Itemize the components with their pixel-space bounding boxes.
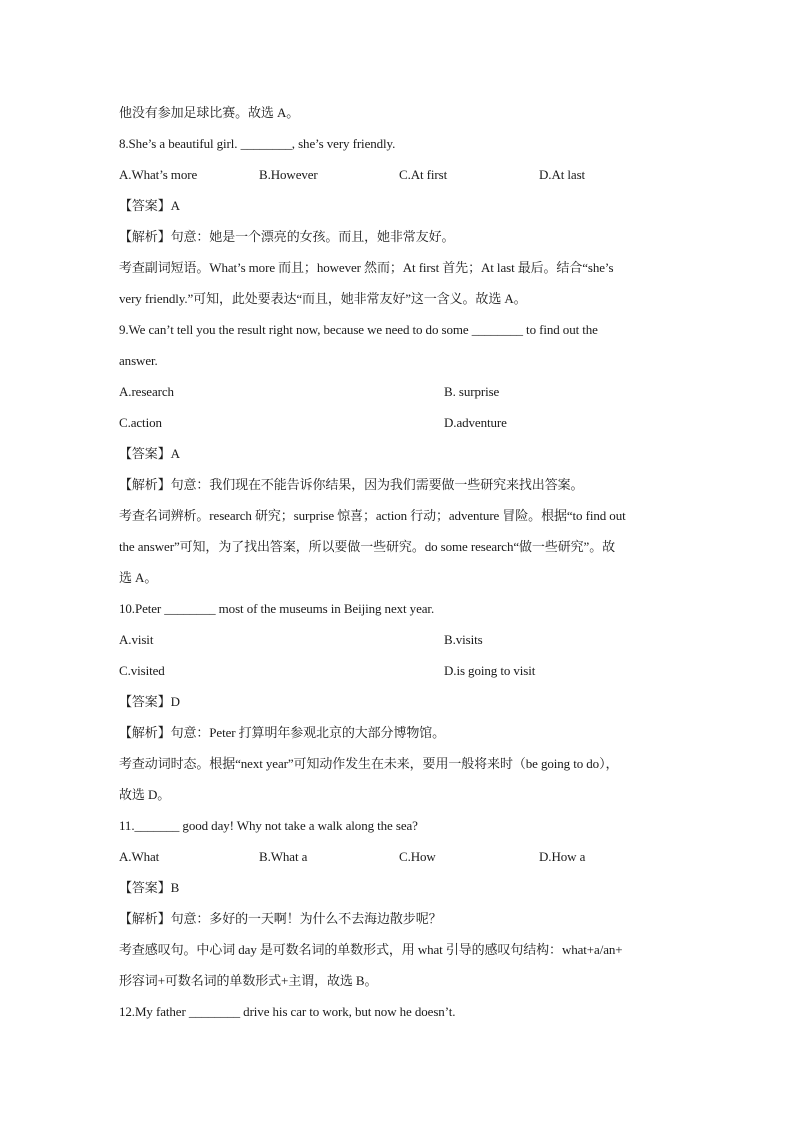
text-line: 他没有参加足球比赛。故选 A。 <box>119 105 300 120</box>
text-line: 【答案】A <box>119 446 180 461</box>
text-line: 【解析】句意：她是一个漂亮的女孩。而且，她非常友好。 <box>119 229 455 244</box>
text-line: 选 A。 <box>119 570 158 585</box>
option-item: A.visit <box>119 632 154 647</box>
option-item: C.visited <box>119 663 165 678</box>
text-line: 考查动词时态。根据“next year”可知动作发生在未来，要用一般将来时（be going to do）， <box>119 756 619 771</box>
options-row <box>119 845 679 876</box>
text-line: 【解析】句意：Peter 打算明年参观北京的大部分博物馆。 <box>119 725 446 740</box>
option-item: B.What a <box>259 849 308 864</box>
option-item: B.However <box>259 167 318 182</box>
options-row <box>119 411 679 442</box>
option-item: C.At first <box>399 167 448 182</box>
text-line: 【答案】A <box>119 198 180 213</box>
options-row <box>119 380 679 411</box>
options-row <box>119 628 679 659</box>
text-line: 9.We can’t tell you the result right now, because we need to do some ________ to find out the <box>119 322 598 337</box>
option-item: D.How a <box>539 849 586 864</box>
option-item: C.action <box>119 415 162 430</box>
option-item: C.How <box>399 849 436 864</box>
option-item: D.is going to visit <box>444 663 536 678</box>
document-content <box>119 101 679 1031</box>
text-line: 考查感叹句。中心词 day 是可数名词的单数形式，用 what 引导的感叹句结构：what+a/an+ <box>119 942 623 957</box>
text-line: the answer”可知，为了找出答案，所以要做一些研究。do some research“做一些研究”。故 <box>119 539 615 554</box>
option-item: A.research <box>119 384 174 399</box>
option-item: B.visits <box>444 632 483 647</box>
text-line: 10.Peter ________ most of the museums in Beijing next year. <box>119 601 435 616</box>
options-row <box>119 659 679 690</box>
text-line: answer. <box>119 353 158 368</box>
option-item: D.At last <box>539 167 586 182</box>
text-line: 考查名词辨析。research 研究；surprise 惊喜；action 行动；adventure 冒险。根据“to find out <box>119 508 626 523</box>
text-line: 11._______ good day! Why not take a walk along the sea? <box>119 818 418 833</box>
text-line: 12.My father ________ drive his car to work, but now he doesn’t. <box>119 1004 456 1019</box>
option-item: A.What <box>119 849 160 864</box>
option-item: B. surprise <box>444 384 500 399</box>
options-row <box>119 163 679 194</box>
text-line: 【答案】B <box>119 880 180 895</box>
option-item: D.adventure <box>444 415 507 430</box>
text-line: 【解析】句意：我们现在不能告诉你结果，因为我们需要做一些研究来找出答案。 <box>119 477 584 492</box>
option-item: A.What’s more <box>119 167 198 182</box>
text-line: 【解析】句意：多好的一天啊！为什么不去海边散步呢？ <box>119 911 442 926</box>
text-line: 形容词+可数名词的单数形式+主谓，故选 B。 <box>119 973 378 988</box>
text-line: very friendly.”可知，此处要表达“而且，她非常友好”这一含义。故选 A。 <box>119 291 527 306</box>
text-line: 【答案】D <box>119 694 180 709</box>
text-line: 故选 D。 <box>119 787 171 802</box>
text-line: 考查副词短语。What’s more 而且；however 然而；At first 首先；At last 最后。结合“she’s <box>119 260 614 275</box>
text-line: 8.She’s a beautiful girl. ________, she’s very friendly. <box>119 136 396 151</box>
